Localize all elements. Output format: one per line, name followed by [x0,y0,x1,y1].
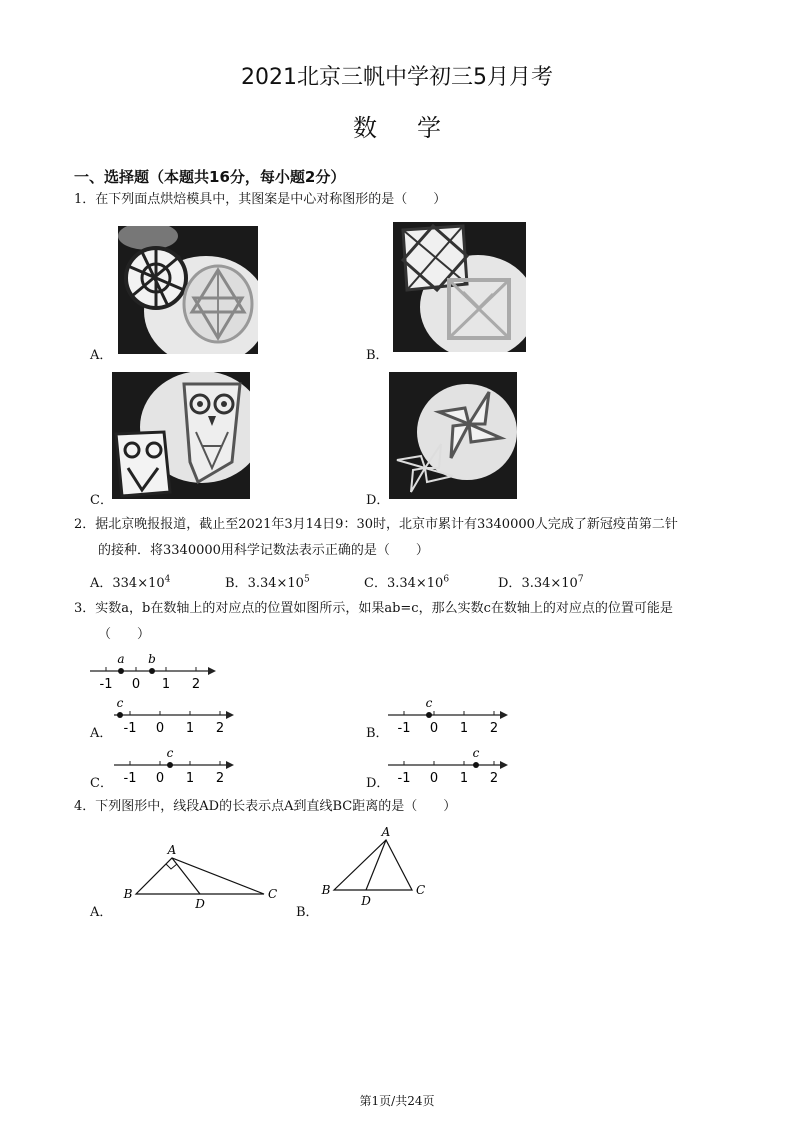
point-c-label: c [116,696,124,710]
triangle-option-a [118,840,278,910]
tick-label: 0 [131,677,141,692]
q3-option-a-label: A． [90,726,113,741]
q2-option-b-base: 3.34×10 [247,576,304,591]
vertex-d-label: D [195,897,205,910]
number-line-option-a [110,694,242,736]
vertex-a-label: A [167,843,177,857]
q1-option-d-label: D． [366,493,390,508]
q2-option-c-exp: 6 [443,574,450,585]
tick-label: 1 [459,771,469,786]
tick-label: -1 [99,677,113,692]
q3-option-b-label: B． [366,726,389,741]
q2-option-b-label: B． [225,576,248,591]
q2-option-d-exp: 7 [577,574,584,585]
mold-image-b [393,222,526,352]
question-2-line-2: 的接种．将3340000用科学记数法表示正确的是（ ） [98,543,429,558]
q1-option-a-label: A． [90,348,113,363]
question-4-text: 4．下列图形中，线段AD的长表示点A到直线BC距离的是（ ） [74,799,457,814]
point-c-label: c [166,746,174,760]
q2-option-d-base: 3.34×10 [521,576,578,591]
question-3-line-1: 3．实数a，b在数轴上的对应点的位置如图所示，如果ab=c，那么实数c在数轴上的对应点的位置可能是 [74,601,673,616]
point-b-label: b [148,652,156,666]
tick-label: -1 [397,771,411,786]
number-line-given [86,650,226,692]
q2-option-d [498,572,584,591]
vertex-b-label: B [321,883,331,897]
tick-label: 2 [191,677,201,692]
tick-label: -1 [123,721,137,736]
q2-option-c-label: C． [364,576,387,591]
tick-label: 2 [215,771,225,786]
tick-label: 0 [155,721,165,736]
q2-option-a-base: 334×10 [112,576,165,591]
q1-option-b-label: B． [366,348,389,363]
point-c-label: c [425,696,433,710]
number-line-option-b [384,694,516,736]
number-line-option-d [384,744,516,786]
q2-option-d-label: D． [498,576,522,591]
vertex-c-label: C [268,887,278,901]
point-c-label: c [472,746,480,760]
tick-label: -1 [123,771,137,786]
q2-option-a [90,572,170,591]
tick-label: 1 [161,677,171,692]
q2-option-b [225,572,310,591]
point-a-label: a [117,652,125,666]
page-title: 2021北京三帆中学初三5月月考 [241,65,553,90]
subject-title: 数学 [353,114,481,142]
vertex-c-label: C [416,883,426,897]
tick-label: -1 [397,721,411,736]
q4-option-b-label: B． [296,905,319,920]
question-3-line-2: （ ） [98,627,151,642]
q2-option-a-label: A． [90,576,113,591]
tick-label: 0 [155,771,165,786]
q4-option-a-label: A． [90,905,113,920]
q3-option-c-label: C． [90,776,113,791]
question-2-line-1: 2．据北京晚报报道，截止至2021年3月14日9：30时，北京市累计有3340000人完成了新冠疫苗第二针 [74,517,678,532]
q2-option-c [364,572,449,591]
q2-option-a-exp: 4 [164,574,171,585]
tick-label: 1 [185,771,195,786]
mold-image-a [118,226,258,354]
triangle-option-b [318,824,438,908]
tick-label: 2 [215,721,225,736]
vertex-b-label: B [123,887,133,901]
q3-option-d-label: D． [366,776,390,791]
q2-option-b-exp: 5 [303,574,310,585]
page-number: 第1页/共24页 [359,1094,435,1108]
tick-label: 2 [489,771,499,786]
number-line-option-c [110,744,242,786]
tick-label: 2 [489,721,499,736]
section-heading: 一、选择题（本题共16分，每小题2分） [74,168,346,186]
q1-option-c-label: C． [90,493,113,508]
mold-image-c [112,372,250,499]
q2-option-c-base: 3.34×10 [386,576,444,591]
vertex-d-label: D [361,894,371,908]
tick-label: 0 [429,771,439,786]
tick-label: 1 [185,721,195,736]
tick-label: 1 [459,721,469,736]
vertex-a-label: A [381,825,391,839]
question-1-text: 1．在下列面点烘焙模具中，其图案是中心对称图形的是（ ） [74,192,447,207]
tick-label: 0 [429,721,439,736]
mold-image-d [389,372,517,499]
